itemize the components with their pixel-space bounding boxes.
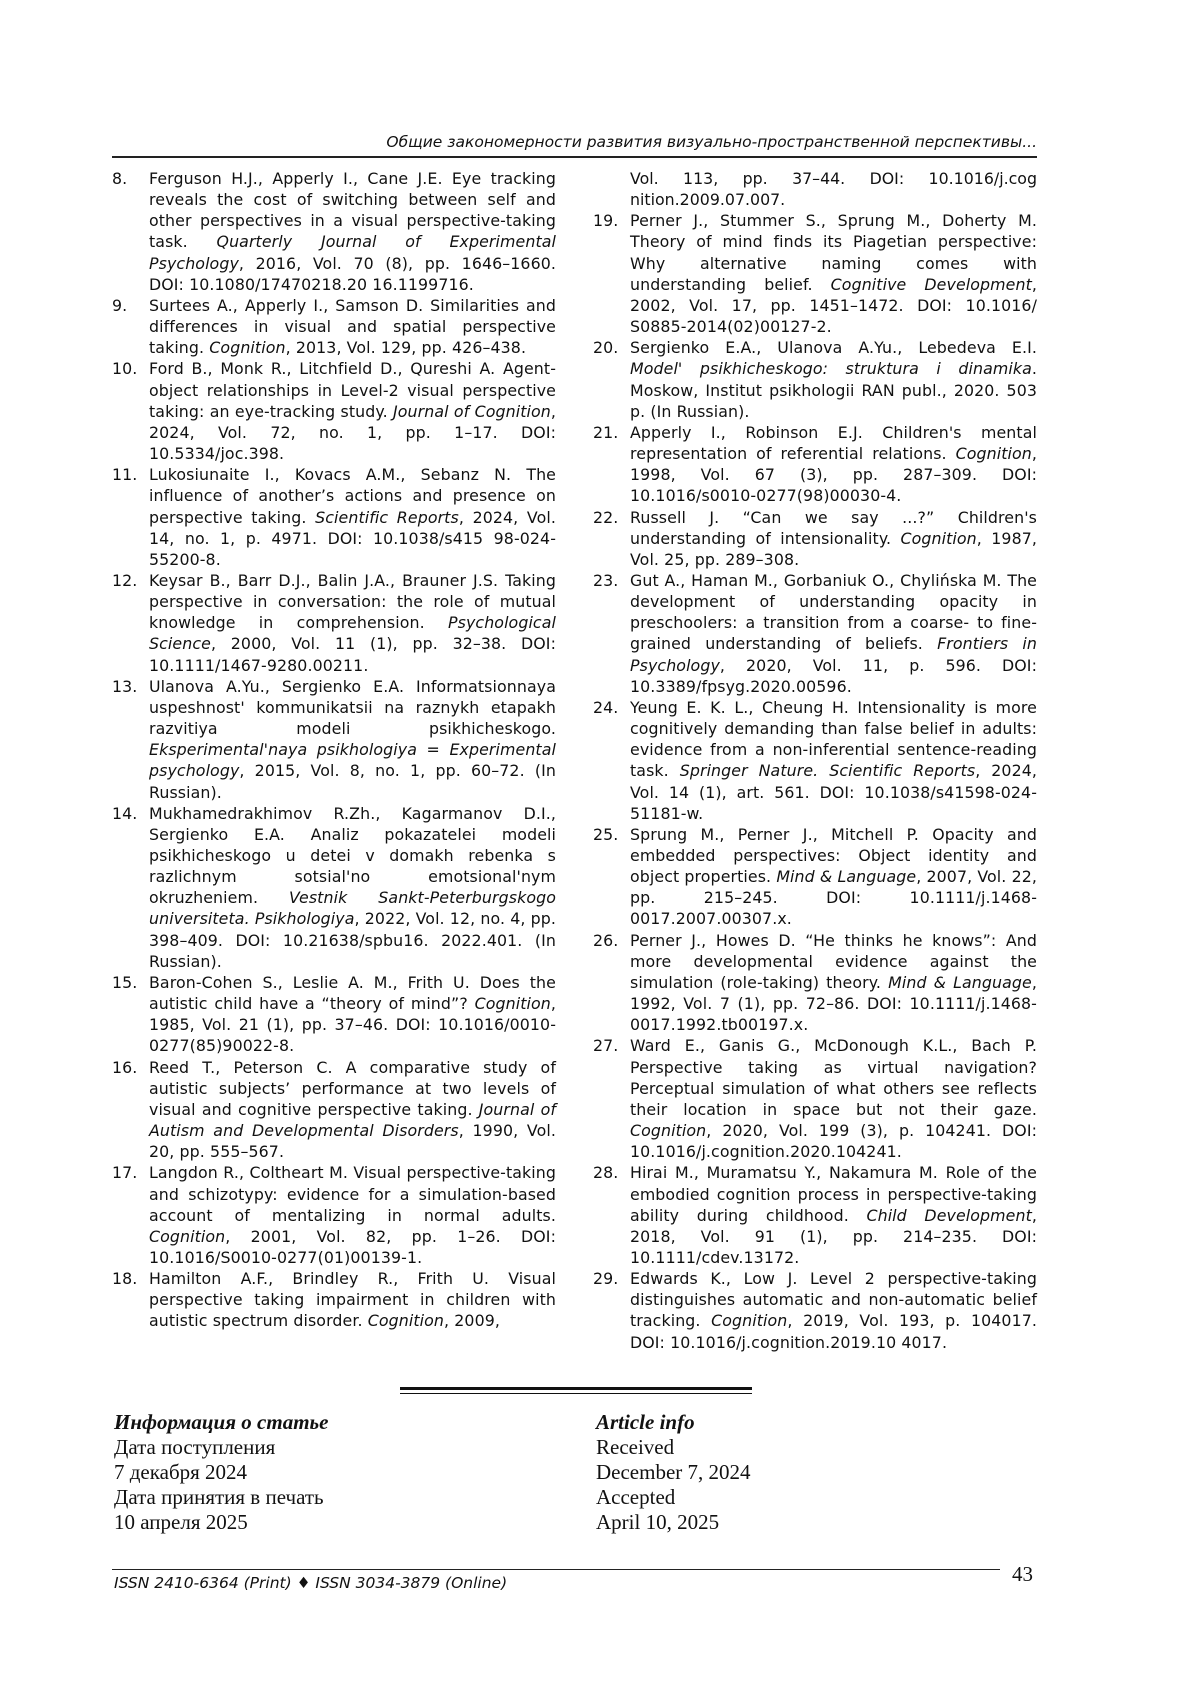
reference-text: Sergienko E.A., Ulanova A.Yu., Lebedeva E.I. Model' psikhicheskogo: struktura i dinamika. Moskow, Institut psikhologii RAN publ., 2020. 503 p. (In Russian). <box>630 338 1037 421</box>
reference-item <box>112 464 556 570</box>
reference-text: Hirai M., Muramatsu Y., Nakamura M. Role of the embodied cognition process in perspective-taking ability during childhood. Child Development, 2018, Vol. 91 (1), pp. 214–235. DOI: 10.1111/cdev.13172. <box>630 1163 1037 1267</box>
section-separator-thin <box>400 1393 752 1394</box>
header-rule <box>112 156 1037 158</box>
reference-item <box>593 210 1037 337</box>
reference-text: Hamilton A.F., Brindley R., Frith U. Visual perspective taking impairment in children with autistic spectrum disorder. Cognition, 2009, <box>149 1269 556 1331</box>
received-label-en: Received <box>596 1435 675 1459</box>
reference-number: 22. <box>593 507 619 527</box>
reference-item <box>112 295 556 358</box>
references-column-left <box>112 168 556 1332</box>
accepted-label-en: Accepted <box>596 1485 676 1509</box>
reference-text: Ford B., Monk R., Litchfield D., Qureshi A. Agent-object relationships in Level-2 visual perspective taking: an eye-tracking study. Journal of Cognition, 2024, Vol. 72, no. 1, pp. 1–17. DOI: 10.5334/joc.398. <box>149 359 556 464</box>
accepted-date-ru: 10 апреля 2025 <box>114 1510 248 1534</box>
reference-number: 9. <box>112 295 128 315</box>
reference-item <box>112 168 556 295</box>
reference-item <box>593 1035 1037 1162</box>
reference-item <box>112 676 556 803</box>
article-info-title-en: Article info <box>596 1410 695 1434</box>
references-column-right <box>593 168 1037 1353</box>
reference-text: Sprung M., Perner J., Mitchell P. Opacity and embedded perspectives: Object identity and object properties. Mind & Language, 2007, Vol. 22, pp. 215–245. DOI: 10.1111/j.1468-0017.2007.00307.x. <box>630 824 1037 929</box>
received-date-en: December 7, 2024 <box>596 1460 751 1484</box>
reference-number: 16. <box>112 1057 138 1077</box>
reference-number: 8. <box>112 169 128 188</box>
running-header: Общие закономерности развития визуально-пространственной перспективы... <box>386 133 1037 151</box>
reference-item <box>112 570 556 676</box>
reference-number: 27. <box>593 1036 619 1056</box>
reference-item <box>112 972 556 1057</box>
reference-text: Yeung E. K. L., Cheung H. Intensionality is more cognitively demanding than false belief in adults: evidence from a non-inferential sentence-reading task. Springer Nature. Scientific Reports, 2024, Vol. 14 (1), art. 561. DOI: 10.1038/s41598-024-51181-w. <box>630 697 1037 823</box>
received-date-ru: 7 декабря 2024 <box>114 1460 248 1484</box>
reference-number: 20. <box>593 338 619 358</box>
received-label-ru: Дата поступления <box>114 1435 276 1459</box>
reference-text: Surtees A., Apperly I., Samson D. Similarities and differences in visual and spatial perspective taking. Cognition, 2013, Vol. 129, pp. 426–438. <box>149 295 556 358</box>
reference-text: Mukhamedrakhimov R.Zh., Kagarmanov D.I., Sergienko E.A. Analiz pokazatelei modeli psikhicheskogo u detei v domakh rebenka s razlichnym sotsial'no emotsional'nym okruzheniem. Vestnik Sankt-Peterburgskogo universiteta. Psikhologiya, 2022, Vol. 12, no. 4, pp. 398–409. DOI: 10.21638/spbu16. 2022.401. (In Russian). <box>149 803 557 971</box>
reference-item <box>593 422 1037 507</box>
article-info-ru <box>114 1410 474 1535</box>
reference-text: Lukosiunaite I., Kovacs A.M., Sebanz N. The influence of another’s actions and presence on perspective taking. Scientific Reports, 2024, Vol. 14, no. 1, p. 4971. DOI: 10.1038/s415 98-024-55200-8. <box>149 465 556 569</box>
reference-number: 28. <box>593 1163 619 1183</box>
reference-number: 25. <box>593 824 619 844</box>
reference-list-left <box>112 168 556 1332</box>
section-separator <box>400 1387 752 1390</box>
reference-number: 23. <box>593 570 619 590</box>
reference-number: 29. <box>593 1269 619 1289</box>
reference-text: Baron-Cohen S., Leslie A. M., Frith U. Does the autistic child have a “theory of mind”? Cognition, 1985, Vol. 21 (1), pp. 37–46. DOI: 10.1016/0010-0277(85)90022-8. <box>149 972 556 1056</box>
reference-item <box>112 1057 556 1163</box>
accepted-date-en: April 10, 2025 <box>596 1510 720 1534</box>
reference-number: 14. <box>112 803 138 823</box>
reference-text: Keysar B., Barr D.J., Balin J.A., Brauner J.S. Taking perspective in conversation: the role of mutual knowledge in comprehension. Psychological Science, 2000, Vol. 11 (1), pp. 32–38. DOI: 10.1111/1467-9280.00211. <box>149 570 556 675</box>
reference-item <box>112 1268 556 1331</box>
accepted-label-ru: Дата принятия в печать <box>114 1485 324 1509</box>
reference-text: Ferguson H.J., Apperly I., Cane J.E. Eye tracking reveals the cost of switching between self and other perspectives in a visual perspective-taking task. Quarterly Journal of Experimental Psychology, 2016, Vol. 70 (8), pp. 1646–1660. DOI: 10.1080/17470218.20 16.1199716. <box>149 169 557 294</box>
reference-item <box>593 507 1037 570</box>
article-info-title-ru: Информация о статье <box>114 1410 329 1434</box>
reference-text: Ward E., Ganis G., McDonough K.L., Bach P. Perspective taking as virtual navigation? Perceptual simulation of what others see reflects their location in space but not their gaze. Cognition, 2020, Vol. 199 (3), p. 104241. DOI: 10.1016/j.cognition.2020.104241. <box>630 1036 1037 1162</box>
reference-number: 15. <box>112 972 138 992</box>
reference-number: 10. <box>112 359 138 379</box>
reference-text: Perner J., Howes D. “He thinks he knows”: And more developmental evidence against the simulation (role-taking) theory. Mind & Language, 1992, Vol. 7 (1), pp. 72–86. DOI: 10.1111/j.1468-0017.1992.tb00197.x. <box>630 930 1037 1035</box>
reference-number: 13. <box>112 676 138 696</box>
reference-number: 11. <box>112 465 138 485</box>
reference-text: Ulanova A.Yu., Sergienko E.A. Informatsionnaya uspeshnost' kommunikatsii na raznykh etapakh razvitiya modeli psikhicheskogo. Eksperimental'naya psikhologiya = Experimental psychology, 2015, Vol. 8, no. 1, pp. 60–72. (In Russian). <box>149 676 556 802</box>
reference-number: 26. <box>593 930 619 950</box>
reference-item <box>112 1162 556 1268</box>
reference-item <box>593 1268 1037 1353</box>
reference-number: 17. <box>112 1163 138 1183</box>
reference-item <box>593 824 1037 930</box>
footer-rule <box>112 1569 1000 1570</box>
reference-number: 12. <box>112 570 138 590</box>
reference-text: Reed T., Peterson C. A comparative study of autistic subjects’ performance at two levels of visual and cognitive perspective taking. Journal of Autism and Developmental Disorders, 1990, Vol. 20, pp. 555–567. <box>149 1057 556 1162</box>
reference-item <box>593 570 1037 697</box>
reference-number: 21. <box>593 422 619 442</box>
reference-number: 24. <box>593 697 619 717</box>
reference-item <box>593 337 1037 422</box>
reference-item <box>593 1162 1037 1268</box>
issn-footer: ISSN 2410-6364 (Print) ♦ ISSN 3034-3879 (Online) <box>114 1574 508 1592</box>
reference-number: 19. <box>593 211 619 231</box>
reference-text: Russell J. “Can we say ...?” Children's understanding of intensionality. Cognition, 1987, Vol. 25, pp. 289–308. <box>630 507 1037 569</box>
reference-list-right <box>593 210 1037 1352</box>
reference-text: Edwards K., Low J. Level 2 perspective-taking distinguishes automatic and non-automatic belief tracking. Cognition, 2019, Vol. 193, p. 104017. DOI: 10.1016/j.cognition.2019.10 4017. <box>630 1269 1037 1352</box>
reference-item <box>112 358 556 464</box>
reference-item <box>593 697 1037 824</box>
page-number: 43 <box>1012 1562 1033 1586</box>
reference-continuation: Vol. 113, pp. 37–44. DOI: 10.1016/j.cog nition.2009.07.007. <box>630 169 1037 210</box>
reference-number: 18. <box>112 1269 138 1289</box>
reference-text: Gut A., Haman M., Gorbaniuk O., Chylińska M. The development of understanding opacity in preschoolers: a transition from a coarse- to fine-grained understanding of beliefs. Frontiers in Psychology, 2020, Vol. 11, p. 596. DOI: 10.3389/fpsyg.2020.00596. <box>630 570 1038 696</box>
article-info-en <box>596 1410 956 1535</box>
reference-item <box>112 803 556 972</box>
reference-text: Perner J., Stummer S., Sprung M., Doherty M. Theory of mind finds its Piagetian perspective: Why alternative naming comes with understanding belief. Cognitive Development, 2002, Vol. 17, pp. 1451–1472. DOI: 10.1016/ S0885-2014(02)00127-2. <box>630 211 1037 337</box>
reference-text: Langdon R., Coltheart M. Visual perspective-taking and schizotypy: evidence for a simulation-based account of mentalizing in normal adults. Cognition, 2001, Vol. 82, pp. 1–26. DOI: 10.1016/S0010-0277(01)00139-1. <box>149 1163 556 1267</box>
reference-item <box>593 930 1037 1036</box>
reference-text: Apperly I., Robinson E.J. Children's mental representation of referential relations. Cognition, 1998, Vol. 67 (3), pp. 287–309. DOI: 10.1016/s0010-0277(98)00030-4. <box>630 422 1037 506</box>
